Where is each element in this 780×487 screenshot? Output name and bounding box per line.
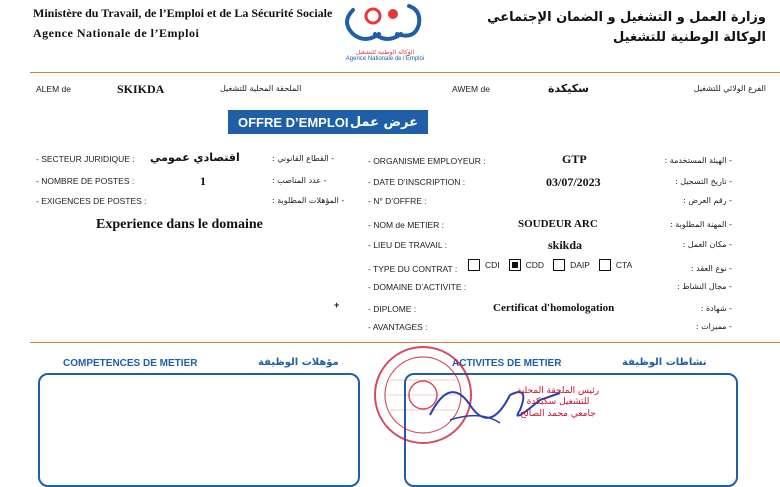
diplome-label-ar: - شهادة : (700, 304, 732, 313)
contrat-option-daip[interactable] (553, 259, 590, 271)
anem-logo (335, 0, 435, 66)
secteur-label-ar: - القطاع القانوني : (272, 154, 335, 163)
contrat-label-ar: - نوع العقد : (690, 264, 732, 273)
organisme-label: - ORGANISME EMPLOYEUR : (368, 156, 486, 166)
stamp-line-2: للتشغيل سكيكدة (526, 397, 590, 408)
checkbox-label-cta: CTA (615, 260, 633, 270)
logo-caption-fr: Agence Nationale de l’Emploi (345, 56, 425, 62)
contrat-options (468, 259, 632, 271)
postes-label-ar: - عدد المناصب : (272, 176, 327, 185)
checkbox-label-cdi: CDI (485, 260, 500, 270)
checkbox-label-daip: DAIP (570, 260, 590, 270)
checkbox-daip[interactable] (553, 259, 565, 271)
metier-value: SOUDEUR ARC (518, 218, 598, 230)
competences-title-fr: COMPETENCES DE METIER (63, 358, 198, 369)
anem-logo-icon (335, 0, 435, 44)
checkbox-cta[interactable] (599, 259, 611, 271)
header-divider (30, 72, 780, 73)
agency-title-fr: Agence Nationale de l’Emploi (33, 26, 200, 40)
lieu-value: skikda (548, 238, 583, 252)
contrat-option-cdi[interactable] (468, 259, 500, 271)
competences-title-ar: مؤهلات الوظيفة (258, 357, 339, 368)
stamp-line-3: جامعي محمد الصالح (520, 408, 596, 419)
contrat-option-cta[interactable] (599, 259, 632, 271)
secteur-label: - SECTEUR JURIDIQUE : (36, 154, 135, 164)
lieu-label-ar: - مكان العمل : (682, 240, 732, 249)
avantages-label-ar: - مميزات : (695, 322, 732, 331)
organisme-value: GTP (562, 152, 587, 166)
stamp-text (508, 386, 608, 420)
plus-mark: + (334, 300, 340, 310)
domaine-label: - DOMAINE D’ACTIVITE : (368, 282, 467, 292)
alem-label-ar: الملحقة المحلية للتشغيل (220, 84, 302, 93)
activites-title-ar: نشاطات الوظيفة (622, 357, 707, 368)
domaine-label-ar: - مجال النشاط : (677, 282, 732, 291)
offre-label: - N° D’OFFRE : (368, 196, 427, 206)
checkbox-cdd[interactable] (509, 259, 521, 271)
awem-label: AWEM de (452, 84, 490, 94)
exigences-label-ar: - المؤهلات المطلوبة : (272, 196, 345, 205)
postes-label: - NOMBRE DE POSTES : (36, 176, 135, 186)
organisme-label-ar: - الهيئة المستخدمة : (664, 156, 732, 165)
exigences-value: Experience dans le domaine (96, 217, 263, 232)
awem-label-ar: الفرع الولائي للتشغيل (693, 84, 766, 93)
metier-label-ar: - المهنة المطلوبة : (669, 220, 732, 229)
exigences-label: - EXIGENCES DE POSTES : (36, 196, 147, 206)
date-label-ar: - تاريخ التسجيل : (675, 177, 732, 186)
offer-title-ar: عرض عمل (349, 114, 418, 130)
awem-value: سكيكدة (548, 82, 589, 95)
avantages-label: - AVANTAGES : (368, 322, 428, 332)
agency-title-ar: الوكالة الوطنية للتشغيل (613, 30, 766, 45)
checkbox-cdi[interactable] (468, 259, 480, 271)
ministry-title-ar: وزارة العمل و التشغيل و الضمان الإجتماعي (487, 10, 766, 25)
ministry-title-fr: Ministère du Travail, de l’Emploi et de La Sécurité Sociale (33, 6, 333, 20)
metier-label: - NOM de METIER : (368, 220, 445, 230)
stamp-line-1: رئيس الملحقة المحلية (516, 386, 600, 396)
date-value: 03/07/2023 (546, 175, 601, 189)
alem-label: ALEM de (36, 84, 71, 94)
diplome-label: - DIPLOME : (368, 304, 417, 314)
date-label: - DATE D’INSCRIPTION : (368, 177, 466, 187)
logo-caption-ar: الوكالة الوطنية للتشغيل (355, 49, 415, 56)
contrat-option-cdd[interactable] (509, 259, 544, 271)
lieu-label: - LIEU DE TRAVAIL : (368, 240, 448, 250)
diplome-value: Certificat d'homologation (493, 302, 615, 314)
alem-value: SKIKDA (117, 82, 165, 96)
checkbox-label-cdd: CDD (525, 260, 545, 270)
secteur-value: اقتصادي عمومي (150, 151, 240, 164)
offre-label-ar: - رقم العرض : (683, 196, 732, 205)
contrat-label: - TYPE DU CONTRAT : (368, 264, 458, 274)
activites-title-fr: ACTIVITES DE METIER (452, 358, 562, 369)
offer-title-banner (228, 110, 428, 134)
offer-title-fr: OFFRE D’EMPLOI (238, 114, 349, 130)
postes-value: 1 (200, 174, 206, 188)
